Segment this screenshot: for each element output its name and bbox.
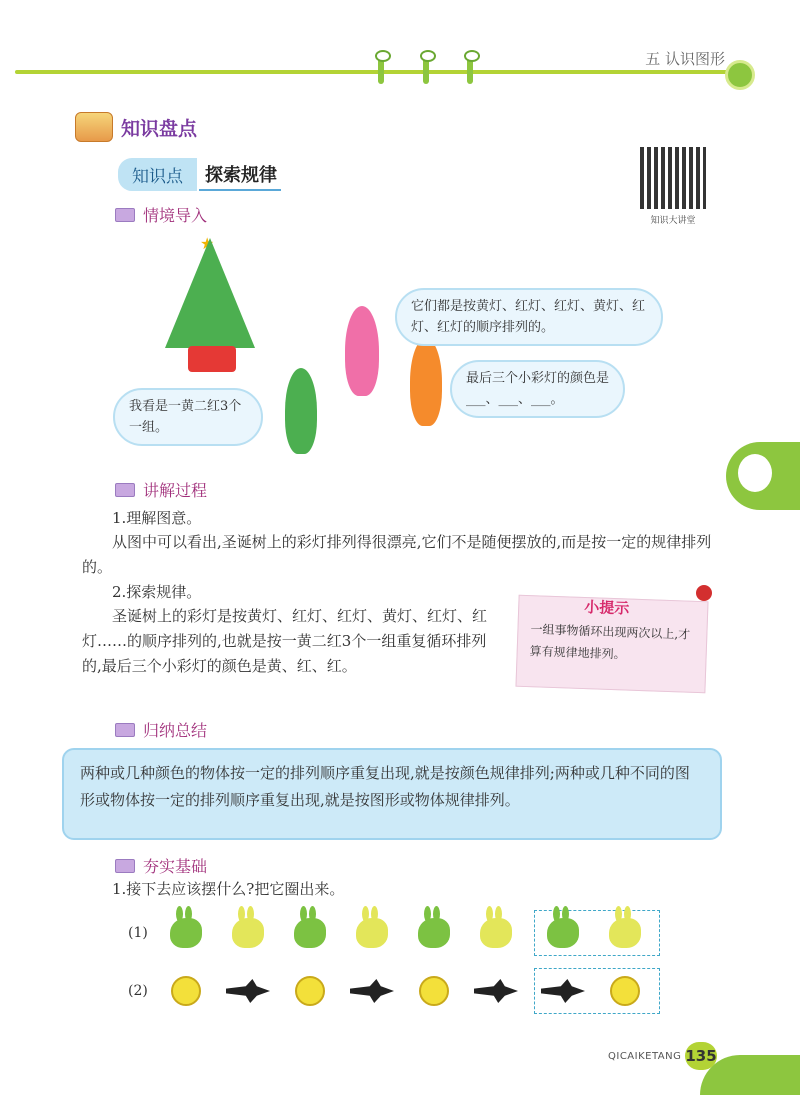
answer-options xyxy=(534,968,660,1014)
answer-option[interactable] xyxy=(535,969,591,1013)
speech-bubble-girl: 它们都是按黄灯、红灯、红灯、黄灯、红灯、红灯的顺序排列的。 xyxy=(395,288,663,346)
green-rabbit-icon xyxy=(547,918,579,948)
boy-figure-right xyxy=(410,338,442,426)
knowledge-point-tag: 知识点 xyxy=(118,158,197,191)
row-label: (2) xyxy=(128,983,148,999)
knowledge-point-name: 探索规律 xyxy=(199,161,281,191)
section-heading xyxy=(75,112,197,142)
question-1: 1.接下去应该摆什么?把它圈出来。 xyxy=(112,880,345,898)
yellow-rabbit-icon xyxy=(356,918,388,948)
green-rabbit-icon xyxy=(294,918,326,948)
answer-option[interactable] xyxy=(535,911,591,955)
yellow-rabbit-icon xyxy=(232,918,264,948)
subheading-label: 归纳总结 xyxy=(143,721,208,740)
binder-clip-icon xyxy=(378,52,384,84)
pattern-row-1 xyxy=(128,910,660,956)
girl-figure xyxy=(345,306,379,396)
chapter-label: 五 认识图形 xyxy=(645,50,725,68)
speech-bubble-boy-right: 最后三个小彩灯的颜色是___、___、___。 xyxy=(450,360,625,418)
section-title: 知识盘点 xyxy=(121,117,198,140)
answer-options xyxy=(534,910,660,956)
flag-icon xyxy=(115,208,135,222)
summary-box: 两种或几种颜色的物体按一定的排列顺序重复出现,就是按颜色规律排列;两种或几种不同的图形或物体按一定的排列顺序重复出现,就是按图形或物体规律排列。 xyxy=(62,748,722,840)
chick-icon xyxy=(610,976,640,1006)
bunny-icon xyxy=(738,454,772,492)
footer-brand: QICAIKETANG xyxy=(608,1051,682,1062)
speech-bubble-boy-left: 我看是一黄二红3个一组。 xyxy=(113,388,263,446)
flag-icon xyxy=(115,483,135,497)
swallow-icon xyxy=(474,979,518,1003)
tree-pot xyxy=(188,346,236,372)
yellow-rabbit-icon xyxy=(480,918,512,948)
swallow-icon xyxy=(226,979,270,1003)
yellow-rabbit-icon xyxy=(609,918,641,948)
swallow-icon xyxy=(541,979,585,1003)
mascot-badge-icon xyxy=(725,60,755,90)
boy-figure-left xyxy=(285,368,317,454)
subheading-situation xyxy=(115,203,207,226)
pattern-row-2 xyxy=(128,968,660,1014)
paragraph-1: 从图中可以看出,圣诞树上的彩灯排列得很漂亮,它们不是随便摆放的,而是按一定的规律排列的。 xyxy=(82,533,712,576)
answer-option[interactable] xyxy=(597,911,653,955)
binder-clip-icon xyxy=(467,52,473,84)
flag-icon xyxy=(115,859,135,873)
qr-label: 知识大讲堂 xyxy=(650,216,696,226)
answer-option[interactable] xyxy=(597,969,653,1013)
paragraph-2: 圣诞树上的彩灯是按黄灯、红灯、红灯、黄灯、红灯、红灯……的顺序排列的,也就是按一黄二红3个一组重复循环排列的,最后三个小彩灯的颜色是黄、红、红。 xyxy=(82,607,488,675)
subheading-summary xyxy=(115,718,207,741)
subheading-label: 讲解过程 xyxy=(143,481,208,500)
chick-icon xyxy=(419,976,449,1006)
row-label: (1) xyxy=(128,925,148,941)
book-mascot-icon xyxy=(75,112,113,142)
subheading-practice xyxy=(115,854,207,877)
chick-icon xyxy=(171,976,201,1006)
green-rabbit-icon xyxy=(170,918,202,948)
step-2: 2.探索规律。 xyxy=(112,583,202,601)
page-number: 135 xyxy=(685,1042,717,1070)
knowledge-point xyxy=(118,158,281,191)
qr-code-icon[interactable] xyxy=(640,147,706,209)
header-rule xyxy=(15,70,735,74)
chick-icon xyxy=(295,976,325,1006)
side-tab[interactable] xyxy=(726,442,800,510)
tip-card xyxy=(515,595,708,694)
subheading-explain xyxy=(115,478,207,501)
binder-clip-icon xyxy=(423,52,429,84)
tip-text: 一组事物循环出现两次以上,才算有规律地排列。 xyxy=(529,622,691,662)
christmas-tree-icon xyxy=(165,238,255,348)
subheading-label: 情境导入 xyxy=(143,206,208,225)
pushpin-icon xyxy=(696,585,712,601)
subheading-label: 夯实基础 xyxy=(143,857,208,876)
illustration-scene xyxy=(105,234,665,460)
star-icon: ★ xyxy=(200,234,215,253)
step-1: 1.理解图意。 xyxy=(112,509,202,527)
green-rabbit-icon xyxy=(418,918,450,948)
swallow-icon xyxy=(350,979,394,1003)
tip-title: 小提示 xyxy=(583,598,630,618)
flag-icon xyxy=(115,723,135,737)
